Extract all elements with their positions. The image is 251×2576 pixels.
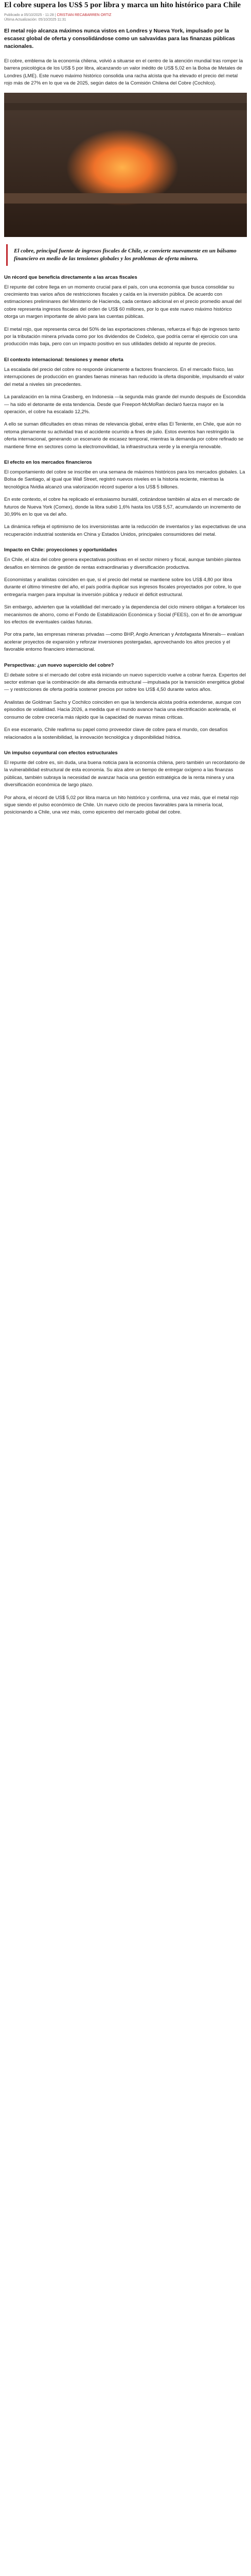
hero-image [4,93,247,237]
article-title: El cobre supera los US$ 5 por libra y marca un hito histórico para Chile [4,1,241,9]
section-heading-2: El contexto internacional: tensiones y menor oferta [4,357,123,363]
paragraph-1: El cobre, emblema de la economía chilena, volvió a situarse en el centro de la atención mundial tras romper la barrera psicológica de los US$ 5 por libra, alcanzando un valor inédito de US$ 5,02 en la Bolsa de Metales de Londres (LME). Este nuevo máximo histórico consolida una racha alcista que ha elevado el precio del metal rojo más de 27% en lo que va de 2025, según datos de la Comisión Chilena del Cobre (Cochilco). [4,58,243,87]
paragraph-10: En Chile, el alza del cobre genera expectativas positivas en el sector minero y fiscal, aunque también plantea desafíos en términos de gestión de rentas extraordinarias y diversificación productiva. [4,557,241,570]
paragraph-5: La paralización en la mina Grasberg, en Indonesia —la segunda más grande del mundo después de Escondida— ha sido el detonante de esta tendencia. Desde que Freeport-McMoRan declaró fuerza mayor en la operación, el cobre ha escalado 12,2%. [4,394,246,415]
section-heading-4: Impacto en Chile: proyecciones y oportunidades [4,547,117,553]
pull-quote: El cobre, principal fuente de ingresos fiscales de Chile, se convierte nuevamente en un bálsamo financiero en medio de las tensiones globales y los problemas de oferta minera. [6,244,247,266]
section-heading-3: El efecto en los mercados financieros [4,459,92,465]
paragraph-8: En este contexto, el cobre ha replicado el entusiasmo bursátil, cotizándose también al alza en el mercado de futuros de Nueva York (Comex), donde la libra subió 1,6% hasta los US$ 5,57, acumulando un incremento de 30,99% en lo que va del año. [4,497,241,517]
paragraph-3: El metal rojo, que representa cerca del 50% de las exportaciones chilenas, refuerza el flujo de ingresos tanto por la tributación minera privada como por los dividendos de Codelco, que podría cerrar el ejercicio con una producción más baja, pero con un impacto positivo en sus utilidades debido al repunte de precios. [4,326,240,347]
paragraph-11: Economistas y analistas coinciden en que, si el precio del metal se mantiene sobre los US$ 4,80 por libra durante el último trimestre del año, el país podría duplicar sus ingresos fiscales proyectados por cobre, lo que entregaría margen para impulsar la inversión pública y reducir el déficit estructural. [4,577,241,598]
updated-date: Última Actualización: 05/10/2025 11:31 [4,18,66,22]
published-date: Publicado a 05/10/2025 - 11:28 [4,13,54,17]
author-link[interactable]: CRISTIAN RECABARREN ORTIZ [57,13,112,17]
paragraph-6: A ello se suman dificultades en otras minas de relevancia global, entre ellas El Teniente, en Chile, que aún no retoma plenamente su actividad tras el accidente ocurrido a fines de julio. Estos eventos han restringido la oferta internacional, generando un escenario de escasez temporal, mientras la demanda por cobre refinado se mantiene firme en sectores como la electromovilidad, la infraestructura verde y la energía renovable. [4,421,244,450]
paragraph-4: La escalada del precio del cobre no responde únicamente a factores financieros. En el mercado físico, las interrupciones de producción en grandes faenas mineras han reducido la oferta disponible, impulsando el valor del metal a niveles sin precedentes. [4,366,244,387]
paragraph-13: Por otra parte, las empresas mineras privadas —como BHP, Anglo American y Antofagasta Minerals— evalúan acelerar proyectos de expansión y reforzar inversiones postergadas, aprovechando los altos precios y el favorable entorno financiero internacional. [4,632,244,653]
paragraph-18: Por ahora, el récord de US$ 5,02 por libra marca un hito histórico y confirma, una vez más, que el metal rojo sigue siendo el pulso económico de Chile. Un nuevo ciclo de precios favorables para la minería local, posicionando a Chile, una vez más, como epicentro del mercado global del cobre. [4,794,239,816]
article [0,1,251,817]
section-heading-1: Un récord que beneficia directamente a las arcas fiscales [4,274,137,280]
paragraph-9: La dinámica refleja el optimismo de los inversionistas ante la reducción de inventarios y las expectativas de una recuperación industrial sostenida en China y Estados Unidos, principales consumidores del metal. [4,524,246,537]
section-heading-6: Un impulso coyuntural con efectos estructurales [4,750,118,756]
section-heading-5: Perspectivas: ¿un nuevo superciclo del cobre? [4,662,114,668]
paragraph-7: El comportamiento del cobre se inscribe en una semana de máximos históricos para los mercados globales. La Bolsa de Santiago, al igual que Wall Street, registró nuevos niveles en la historia reciente, mientras la tecnológica Nvidia alcanzó una valorización récord superior a los US$ 5 billones. [4,469,245,490]
article-meta: Publicado a 05/10/2025 - 11:28 | CRISTIAN RECABARREN ORTIZ Última Actualización: 05/10/2025 11:31 [4,13,112,22]
paragraph-2: El repunte del cobre llega en un momento crucial para el país, con una economía que busca consolidar su crecimiento tras varios años de restricciones fiscales y caída en la inversión pública. De acuerdo con estimaciones preliminares del Ministerio de Hacienda, cada centavo adicional en el precio promedio anual del cobre representa ingresos fiscales del orden de US$ 60 millones, por lo que este nuevo máximo histórico otorga un margen importante de alivio para las cuentas públicas. [4,284,242,320]
paragraph-14: El debate sobre si el mercado del cobre está iniciando un nuevo superciclo vuelve a cobrar fuerza. Expertos del sector estiman que la combinación de alta demanda estructural —impulsada por la transición energética global— y restricciones de oferta podría sostener precios por sobre los US$ 4,50 durante varios años. [4,672,246,693]
paragraph-16: En ese escenario, Chile reafirma su papel como proveedor clave de cobre para el mundo, con desafíos relacionados a la sostenibilidad, la innovación tecnológica y disponibilidad hídrica. [4,727,228,740]
article-lead: El metal rojo alcanza máximos nunca vistos en Londres y Nueva York, impulsado por la escasez global de oferta y consolidándose como un salvavidas para las finanzas públicas nacionales. [4,28,235,49]
paragraph-15: Analistas de Goldman Sachs y Cochilco coinciden en que la tendencia alcista podría extenderse, aunque con episodios de volatilidad. Hacia 2026, a medida que el mundo avance hacia una electrificación acelerada, el consumo de cobre crecería más rápido que la capacidad de nuevas minas críticas. [4,699,241,720]
paragraph-12: Sin embargo, advierten que la volatilidad del mercado y la dependencia del ciclo minero obligan a fortalecer los mecanismos de ahorro, como el Fondo de Estabilización Económica y Social (FEES), con el fin de amortiguar los efectos de eventuales caídas futuras. [4,604,245,625]
paragraph-17: El repunte del cobre es, sin duda, una buena noticia para la economía chilena, pero también un recordatorio de la vulnerabilidad estructural de esta economía. Su alza abre un tiempo de entregar oxígeno a las finanzas públicas, también subraya la necesidad de avanzar hacia una gestión estratégica de la renta minera y una diversificación económica de largo plazo. [4,759,245,788]
